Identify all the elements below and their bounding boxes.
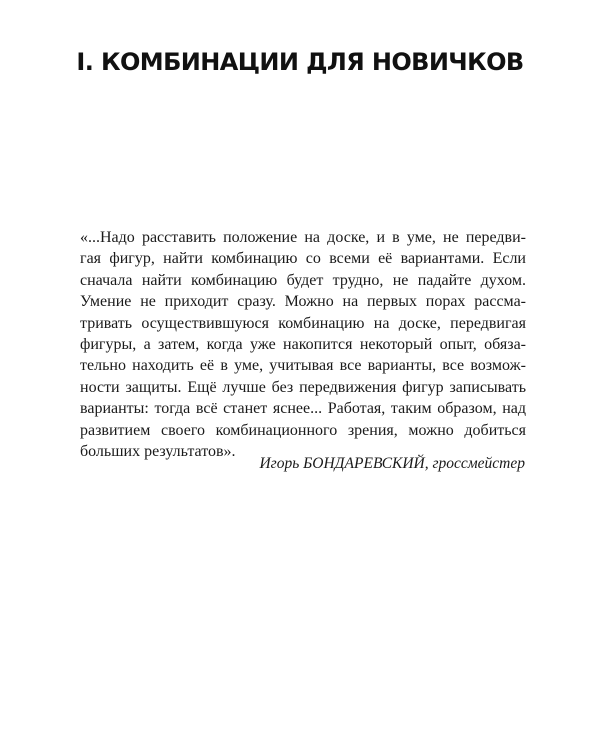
epigraph-line: гая фигур, найти комбинацию со всеми её вариантами. Если <box>80 250 526 268</box>
epigraph-line: ности защиты. Ещё лучше без передвижения фигур записывать <box>80 378 526 396</box>
epigraph-line: «...Надо расставить положение на доске, и в уме, не передви- <box>80 229 526 246</box>
epigraph-line: сначала найти комбинацию будет трудно, не падайте духом. <box>80 271 526 289</box>
epigraph-line: больших результатов». <box>80 443 236 461</box>
epigraph-line: варианты: тогда всё станет яснее... Работая, таким образом, над <box>80 400 526 418</box>
epigraph-quote <box>80 227 526 462</box>
epigraph-line: тривать осуществившуюся комбинацию на доске, передвигая <box>80 314 526 332</box>
epigraph-line: развитием своего комбинационного зрения, можно добиться <box>80 421 526 439</box>
epigraph-line: фигуры, а затем, когда уже накопится некоторый опыт, обяза- <box>80 336 526 354</box>
chapter-title: I. КОМБИНАЦИИ ДЛЯ НОВИЧКОВ <box>76 48 524 76</box>
epigraph-attribution: Игорь БОНДАРЕВСКИЙ, гроссмейстер <box>259 455 525 472</box>
epigraph-line: Умение не приходит сразу. Можно на первых порах рассма- <box>80 293 526 311</box>
epigraph-line: тельно находить её в уме, учитывая все варианты, все возмож- <box>80 357 526 375</box>
